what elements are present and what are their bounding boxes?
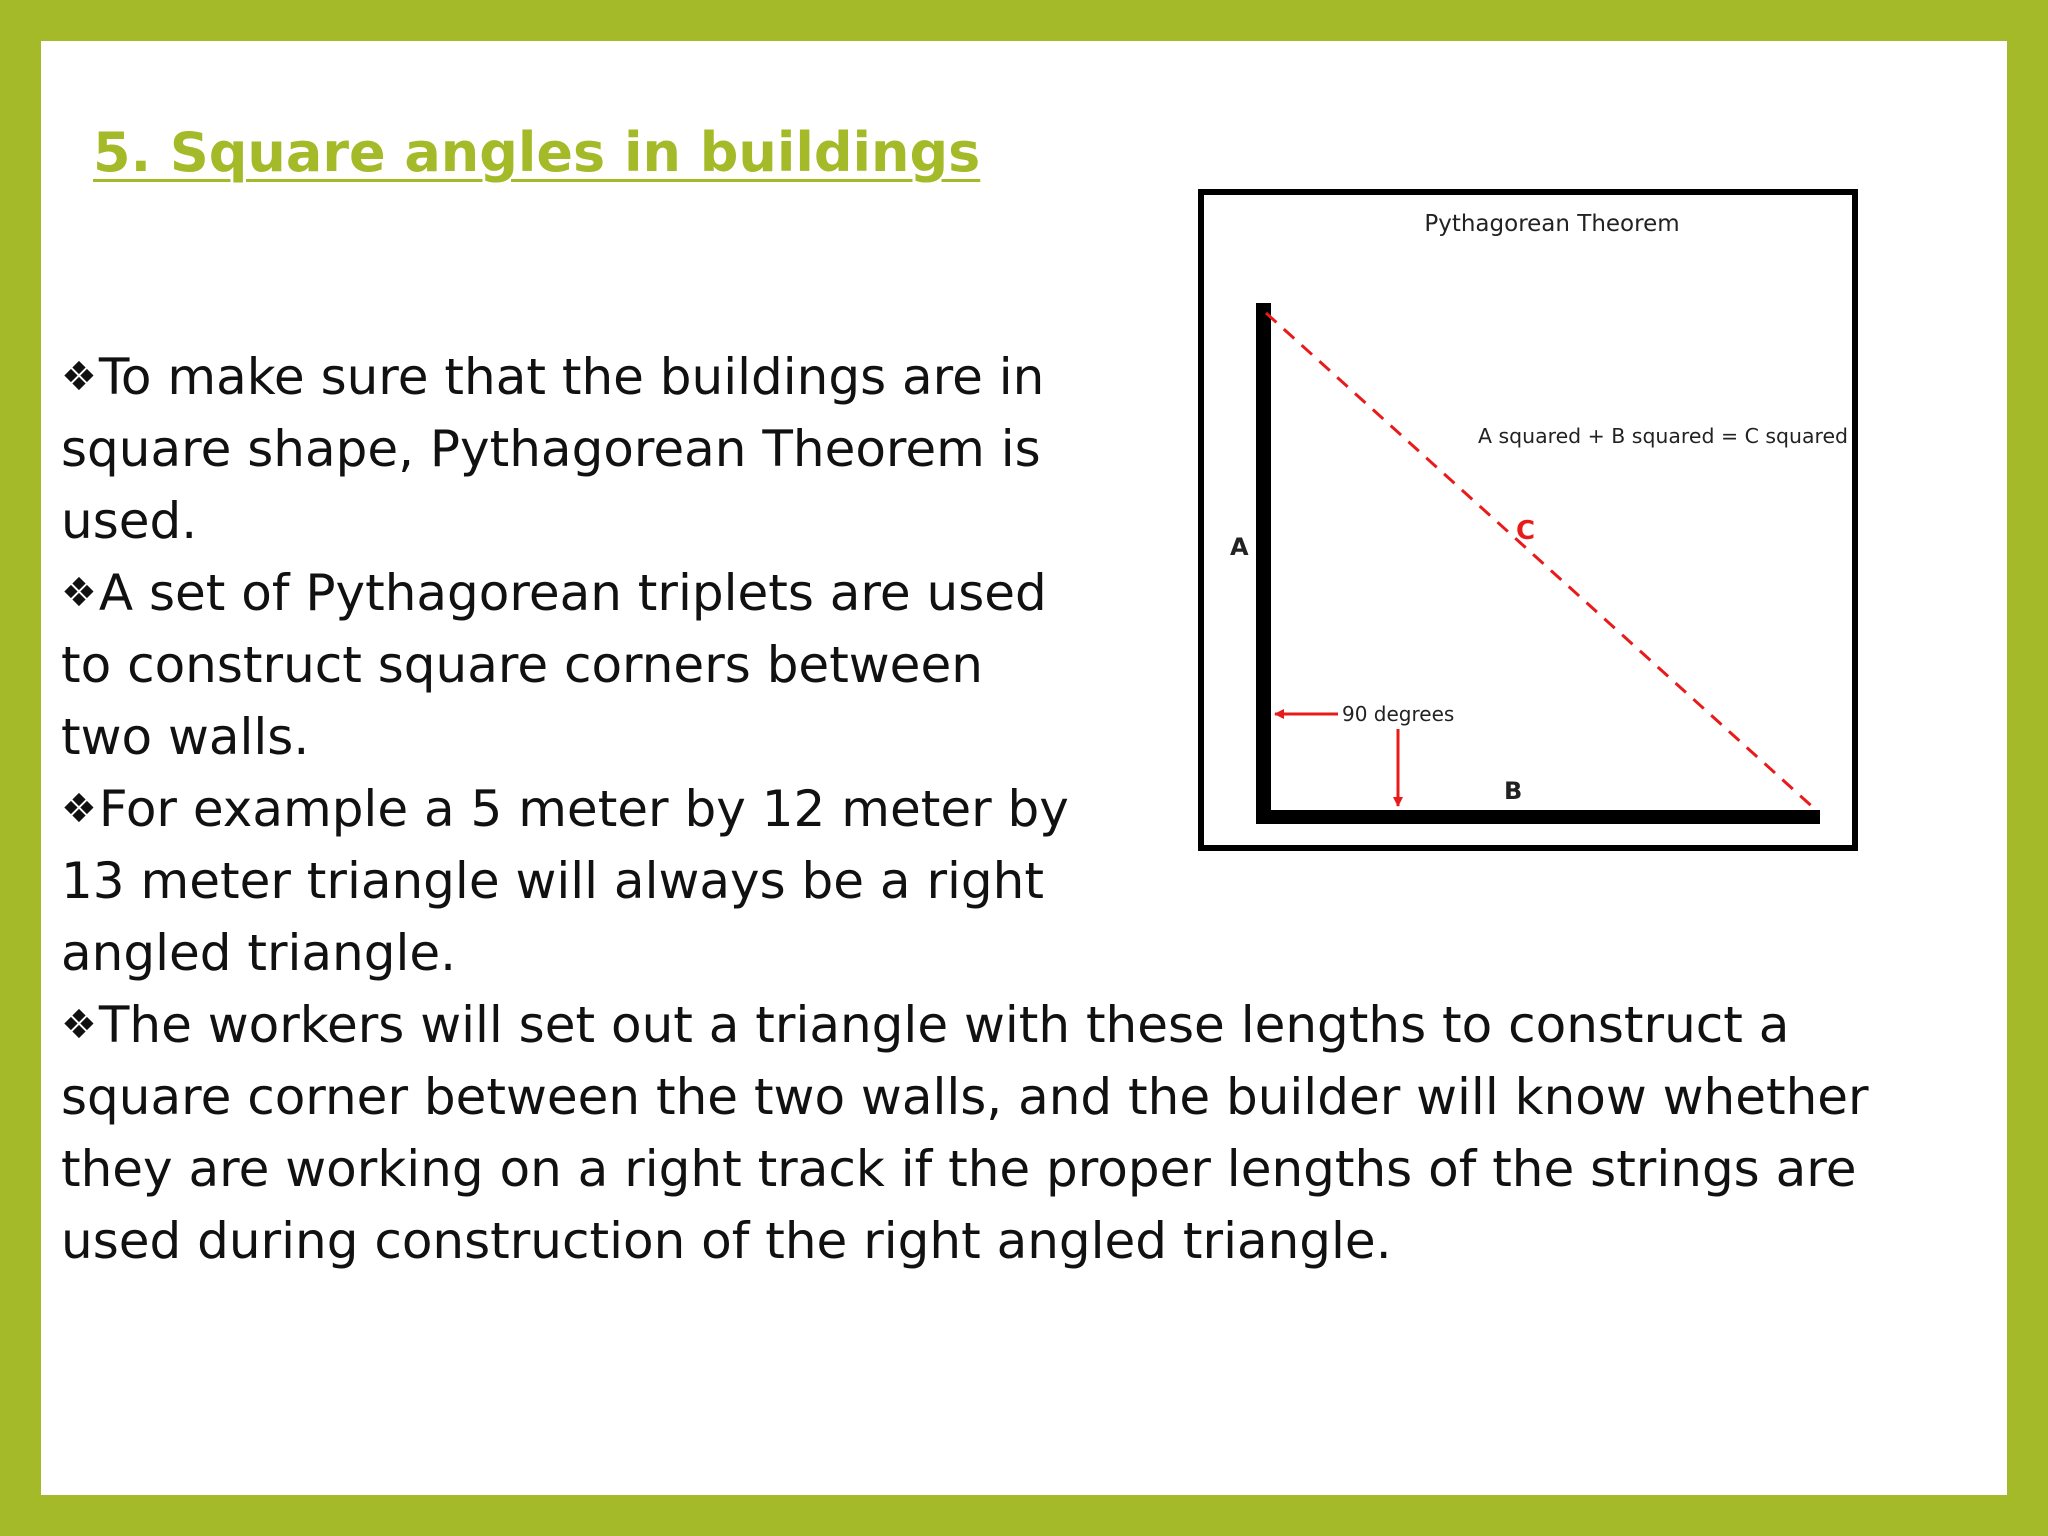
bullet-item bbox=[61, 989, 1941, 1277]
diamond-bullet-icon: ❖ bbox=[61, 570, 97, 616]
bullet-text: To make sure that the buildings are in square shape, Pythagorean Theorem is used. bbox=[61, 348, 1045, 550]
leg-a bbox=[1256, 303, 1271, 823]
diamond-bullet-icon: ❖ bbox=[61, 786, 97, 832]
bullet-item bbox=[61, 557, 1081, 773]
bullet-text: For example a 5 meter by 12 meter by 13 meter triangle will always be a right angled triangle. bbox=[61, 780, 1069, 982]
leg-b bbox=[1256, 810, 1820, 824]
figure-title: Pythagorean Theorem bbox=[1424, 211, 1680, 237]
pythagorean-figure bbox=[1198, 189, 1858, 851]
bullet-text: A set of Pythagorean triplets are used to construct square corners between two walls. bbox=[61, 564, 1047, 766]
bullet-text: The workers will set out a triangle with these lengths to construct a square corner between the two walls, and the builder will know whether they are working on a right track if the proper lengths of the strings are used during construction of the right angled triangle. bbox=[61, 996, 1869, 1270]
formula-text: A squared + B squared = C squared bbox=[1478, 424, 1848, 448]
slide-title: 5. Square angles in buildings bbox=[93, 121, 981, 184]
diamond-bullet-icon: ❖ bbox=[61, 1002, 97, 1048]
hypotenuse-c bbox=[1266, 313, 1816, 810]
bullet-item bbox=[61, 341, 1081, 557]
diamond-bullet-icon: ❖ bbox=[61, 354, 97, 400]
label-b: B bbox=[1504, 777, 1523, 805]
triangle-diagram bbox=[1204, 195, 1852, 845]
angle-label: 90 degrees bbox=[1342, 702, 1455, 726]
label-a: A bbox=[1230, 533, 1249, 561]
bullet-item bbox=[61, 773, 1081, 989]
label-c: C bbox=[1516, 516, 1536, 546]
